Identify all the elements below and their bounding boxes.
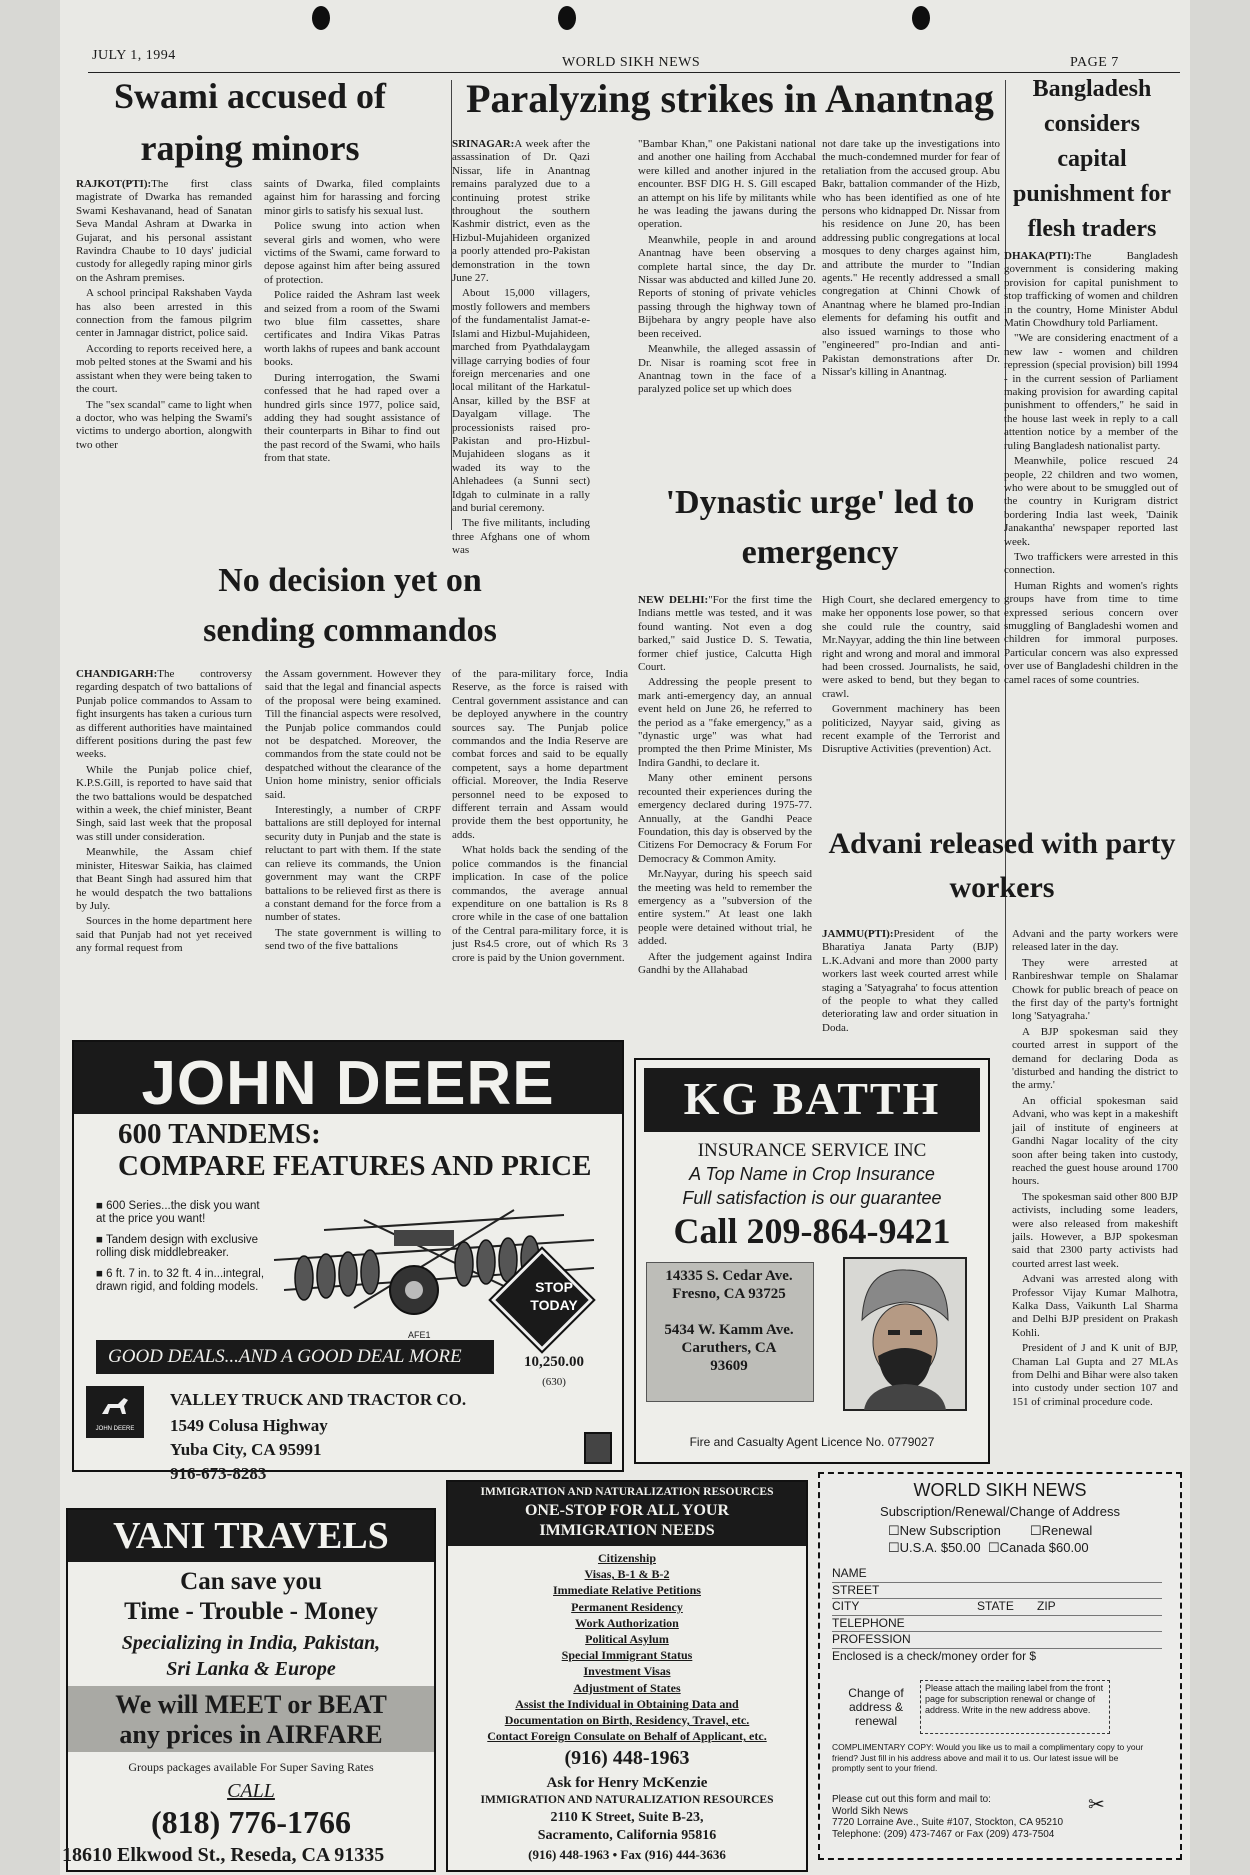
immigration-service-item: Contact Foreign Consulate on Behalf of Applicant, etc. (487, 1729, 767, 1744)
mail-to-address: 7720 Lorraine Ave., Suite #107, Stockton, CA 95210 (832, 1817, 1064, 1828)
paragraph: Meanwhile, the Assam chief minister, Hiteswar Saikia, has claimed that Beant Singh had assured him that he would despatch the two battalions by July. (76, 846, 252, 912)
vani-phone: (818) 776-1766 (151, 1804, 351, 1840)
state-label: STATE (977, 1599, 1014, 1613)
paragraph: of the para-military force, India Reserve, as the force is raised with Central government assistance and can be deployed anywhere in the country sources say. The Punjab police commandos and the India Reserve are combat forces and said to be equally competent, says a home department official. Moreover, the India Reserve personnel need to be exposed to different terrain and Assam would provide them the best opportunity, he adds. (452, 668, 628, 841)
usa-label: U.S.A. $50.00 (899, 1540, 981, 1555)
vani-line-6: any prices in AIRFARE (119, 1720, 383, 1749)
zip-label: ZIP (1037, 1599, 1056, 1613)
paragraph: Human Rights and women's rights groups have from time to time expressed serious concern over smuggling of Bangladeshi women and children for immoral purposes. Particular concern was also expressed over use of Bangladeshi children in the camel races of some countries. (1004, 579, 1178, 686)
immigration-title-2: IMMIGRATION NEEDS (539, 1522, 715, 1539)
batth-tagline-1: A Top Name in Crop Insurance (689, 1164, 935, 1184)
paragraph: NEW DELHI:"For the first time the Indians mettle was tested, and it was found wanting. Not even a dog barked," said Justice D. S. Tewatia, former chief justice, Calcutta High Court. (638, 594, 813, 674)
change-label-line: address & (848, 1700, 904, 1714)
paragraph: DHAKA(PTI):The Bangladesh government is considering making provision for capital punishment to stop trafficking of women and children in the country, Home Minister Abdul Matin Chowdhury told Parliament. (1004, 250, 1178, 330)
paragraph: SRINAGAR:A week after the assassination of Dr. Qazi Nissar, life in Anantnag remains paralyzed due to a continuing protest strike throughout the southern Kashmir district, even as the Hizbul-Mujahideen organized a poorly attended pro-Pakistan demonstration in the town June 27. (452, 138, 590, 285)
subscription-form[interactable] (818, 1472, 1182, 1860)
city-field[interactable] (832, 1599, 1162, 1616)
paragraph: saints of Dwarka, filed complaints against him for harassing and forcing minor girls to satisfy his sexual lust. (264, 178, 440, 217)
vani-name: VANI TRAVELS (113, 1515, 389, 1557)
paragraph: According to reports received here, a mob pelted stones at the Swami and his assistant when they were being taken to the court. (76, 342, 252, 396)
dynastic-column-2 (822, 594, 1000, 814)
dealer-address-1: 1549 Colusa Highway (170, 1416, 328, 1435)
vani-line-2: Time - Trouble - Money (124, 1598, 378, 1625)
batth-name: KG BATTH (683, 1073, 941, 1124)
paragraph: What holds back the sending of the police commandos is the financial implication. In case of the police commandos, the average annual expenditure on one battalion is Rs 8 crore while in the case of one battalion of the Central para-military force, it is just Rs4.5 crore, out of which Rs 3 crore is paid by the Union government. (452, 844, 628, 964)
vani-travels-ad (62, 1508, 436, 1872)
anantnag-column-2 (638, 138, 816, 464)
mail-to-phone: Telephone: (209) 473-7467 or Fax (209) 473-7504 (832, 1828, 1055, 1840)
paragraph: Meanwhile, people in and around Anantnag have been observing a complete hartal since, the day Dr. Nissar was abducted and killed June 20. Reports of stoning of private vehicles passing through the highway town of Bijbehara by angry people have also been received. (638, 233, 816, 340)
vani-call: CALL (227, 1780, 275, 1802)
deere-price: 10,250.00 (524, 1354, 584, 1370)
immigration-service-item: Citizenship (597, 1551, 656, 1565)
paragraph: not dare take up the investigations into the much-condemned murder for fear of retaliation from the accused group. Abu Bakr, battalion commander of the Hizb, who has been identified as one of hte persons who kidnapped Dr. Nissar from his residence on June 20, has been addressing public congregations at local mosques to deny charges against him, and attribute the murder to "Indian agents." He recently addressed a small congregation at Chinni Chowk of Anantnag where he blamed pro-Indian elements for defaming his outfit and also issued warnings to those who "engineered" pro-Indian and anti-Pakistan demonstrations after Dr. Nissar's killing in Anantnag. (822, 138, 1000, 378)
paragraph: Mr.Nayyar, during his speech said the meeting was held to remember the emergency as a "subversion of the entire system." At least one lakh people were detained without trial, he added. (638, 868, 812, 948)
vani-line-1: Can save you (180, 1568, 322, 1595)
canada-label: Canada $60.00 (999, 1540, 1089, 1555)
change-label-line: Change of (848, 1686, 904, 1700)
paragraph: Police raided the Ashram last week and seized from a room of the Swami two blue film cassettes, share certificates and Indira Vikas Patras worth lakhs of rupees and bank account books. (264, 289, 440, 369)
scissors-icon: ✂ (1088, 1794, 1105, 1816)
immigration-service-item: Permanent Residency (571, 1599, 683, 1614)
paragraph: "Bambar Khan," one Pakistani national and another one hailing from Acchabal were killed and another injured in the encounter. BSF DIG H. S. Gill escaped an attempt on his life by militants while he was leading the jawans during the operation. (638, 138, 816, 231)
punch-hole (558, 6, 576, 30)
immigration-service-item: Work Authorization (575, 1615, 679, 1630)
paragraph: Addressing the people present to mark anti-emergency day, an annual event held on June 26, he referred to the period as a "fake emergency," as a "dynastic urge" was what had prompted the then Prime Minister, Ms Indira Gandhi, to declare it. (638, 676, 812, 769)
immigration-service-item: Documentation on Birth, Residency, Travel, etc. (504, 1713, 750, 1728)
batth-address-2-zip: 93609 (710, 1358, 748, 1374)
advani-column-2 (1012, 928, 1178, 1463)
paragraph: Many other eminent persons recounted their experiences during the emergency declared during 1975-77. Annually, at the Gandhi Peace Foundation, this day is observed by the Citizens For Democracy & Forum For Democracy & Common Amity. (638, 772, 812, 865)
usa-option[interactable]: ☐U.S.A. $50.00 (888, 1540, 981, 1555)
form-fields (832, 1566, 1162, 1664)
dealer-phone: 916-673-8283 (170, 1464, 267, 1483)
punch-hole (312, 6, 330, 30)
new-subscription-option[interactable]: ☐New Subscription (888, 1523, 1001, 1538)
immigration-service-item: Political Asylum (585, 1632, 669, 1647)
deere-line-2: COMPARE FEATURES AND PRICE (118, 1150, 592, 1182)
telephone-label: TELEPHONE (832, 1615, 905, 1630)
immigration-title-1: ONE-STOP FOR ALL YOUR (524, 1502, 730, 1519)
renewal-option[interactable]: ☐Renewal (1030, 1523, 1093, 1538)
profession-field[interactable] (832, 1632, 1162, 1649)
batth-tagline-2: Full satisfaction is our guarantee (682, 1188, 942, 1208)
paragraph: The "sex scandal" came to light when a doctor, who was helping the Swami's victims to undergo abortion, alongwith two other (76, 398, 252, 451)
immigration-top: IMMIGRATION AND NATURALIZATION RESOURCES (480, 1486, 774, 1498)
paragraph: They were arrested at Ranbireshwar temple on Shalamar Chowk for public breach of peace on the first day of the party's fortnight long 'Satyagraha.' (1012, 956, 1178, 1023)
paragraph: High Court, she declared emergency to make her opponents lose power, so that she could rule the country, said Mr.Nayyar, adding the thin line between right and wrong and moral and immoral had been crossed. Journalists, he said, were asked to bend, but they began to crawl. (822, 594, 1000, 700)
street-label: STREET (832, 1582, 880, 1597)
batth-address-2-city: Caruthers, CA (681, 1340, 777, 1356)
commandos-column-2 (265, 668, 441, 1024)
batth-phone: Call 209-864-9421 (673, 1211, 951, 1251)
mailing-instructions (832, 1794, 1132, 1840)
complimentary-copy-note: COMPLIMENTARY COPY: Would you like us to mail a complimentary copy to your friend? Just fill in his address above and mail it to us. Our latest issue will be promptly sent to your friend. (832, 1742, 1144, 1773)
vani-line-5: We will MEET or BEAT (115, 1690, 387, 1719)
stop-today-badge: STOP TODAY (530, 1279, 578, 1313)
paragraph: CHANDIGARH:The controversy regarding despatch of two battalions of Punjab police commandos to Assam to fight insurgents has taken a curious turn as different authorities have maintained different positions during the past few weeks. (76, 668, 252, 761)
deere-bullet: 6 ft. 7 in. to 32 ft. 4 in...integral, drawn rigid, and folding models. (96, 1268, 265, 1293)
name-label: NAME (832, 1566, 867, 1580)
paragraph: Police swung into action when several girls and women, who were victims of the Swami, came forward to depose against him after being assured of protection. (264, 220, 440, 286)
paragraph: Meanwhile, the alleged assassin of Dr. Nisar is roaming scot free in Anantnag town in the face of a paralyzed police set up which does (638, 343, 816, 396)
dynastic-column-1 (638, 594, 812, 1042)
immigration-contact-person: Ask for Henry McKenzie (546, 1775, 708, 1791)
deer-logo-icon (98, 1390, 132, 1422)
immigration-service-item: Immediate Relative Petitions (553, 1583, 701, 1598)
deere-line-1: 600 TANDEMS: (118, 1118, 321, 1150)
change-of-address-label (840, 1686, 912, 1728)
commandos-column-1 (76, 668, 252, 1024)
new-subscription-label: New Subscription (899, 1523, 1001, 1538)
immigration-service-item: Investment Visas (583, 1664, 671, 1679)
dealer-name: VALLEY TRUCK AND TRACTOR CO. (170, 1390, 467, 1409)
telephone-field[interactable] (832, 1616, 1162, 1633)
dealer-address-2: Yuba City, CA 95991 (170, 1440, 322, 1459)
immigration-org: IMMIGRATION AND NATURALIZATION RESOURCES (480, 1794, 774, 1806)
john-deere-ad (72, 1040, 624, 1483)
deere-model-code: AFE1 (408, 1330, 431, 1340)
vani-line-7: Groups packages available For Super Saving Rates (128, 1760, 374, 1774)
form-subtitle: Subscription/Renewal/Change of Address (880, 1504, 1120, 1519)
paragraph: About 15,000 villagers, mostly followers and members of the fundamentalist Jamat-e-Islami and Hizbul-Mujahideen, marched from Pyathdalaygam village carrying bodies of four foreign mercenaries and one local militant of the Harkatul-Ansar, killed by the BSF at Dayalgam village. The processionists raised pro-Pakistan and pro-Hizbul-Mujahideen slogans as it waded its way to the Ahlehadees (a Sunni sect) Idgah to culminate in a rally and burial ceremony. (452, 287, 590, 514)
paragraph: Government machinery has been politicized, Nayyar said, giving as recent example of the Terrorist and Disruptive Activities (prevention) Act. (822, 703, 1000, 756)
paragraph: Meanwhile, police rescued 24 people, 22 children and two women, who were about to be smuggled out of the country in Kurigram district bordering India last week, 'Dainik Janakantha' newspaper reported last week. (1004, 455, 1178, 548)
anantnag-headline: Paralyzing strikes in Anantnag (466, 76, 994, 121)
paragraph: While the Punjab police chief, K.P.S.Gill, is reported to have said that the two battalions would be despatched within a week, the chief minister, Beant Singh, said last week that the proposal was still under consideration. (76, 763, 252, 843)
issue-date: JULY 1, 1994 (92, 48, 176, 63)
paragraph: Advani and the party workers were released later in the day. (1012, 928, 1178, 954)
paragraph: the Assam government. However they said that the legal and financial aspects of the proposal were being examined. Till the financial aspects were resolved, the Punjab police commandos could not be despatched. Moreover, the commandos from the state could not be despatched without the clearance of the Union home ministry, senior officials said. (265, 668, 441, 801)
batth-licence: Fire and Casualty Agent Licence No. 0779027 (689, 1435, 935, 1449)
immigration-service-item: Adjustment of States (573, 1680, 681, 1695)
change-label-line: renewal (854, 1714, 898, 1728)
enclosed-label: Enclosed is a check/money order for $ (832, 1648, 1037, 1663)
paragraph: The state government is willing to send two of the five battalions (265, 926, 441, 953)
deere-logo-text: JOHN DEERE (95, 1426, 135, 1432)
punch-hole (912, 6, 930, 30)
commandos-column-3 (452, 668, 628, 1024)
amount-field[interactable] (832, 1649, 1162, 1665)
vani-address: 18610 Elkwood St., Reseda, CA 91335 (62, 1844, 385, 1866)
page-number: PAGE 7 (1070, 55, 1119, 70)
city-label: CITY (832, 1599, 860, 1613)
paragraph: Interestingly, a number of CRPF battalions are still deployed for internal security duty in Punjab and the state is reluctant to part with them. If the state can relieve its commands, the Union government may want the CRPF battalions to be relieved first as there is a constant demand for the force from a number of states. (265, 804, 441, 924)
advani-headline: Advani released with party workers (828, 827, 1176, 904)
paragraph: During interrogation, the Swami confessed that he had raped over a hundred girls since 1977, police said, adding they had sought assistance of their counterparts in Bihar to find out the past record of the Swami, who hails from that state. (264, 371, 440, 465)
immigration-service-item: Assist the Individual in Obtaining Data and (515, 1696, 739, 1711)
immigration-service-item: Special Immigrant Status (561, 1648, 693, 1663)
commandos-headline: No decision yet on sending commandos (203, 562, 497, 649)
anantnag-column-1 (452, 138, 590, 557)
paragraph: The five militants, including three Afghans one of whom was (452, 517, 590, 557)
paragraph: Sources in the home department here said that Punjab had not yet received any formal request from (76, 915, 252, 955)
bangladesh-body (1004, 250, 1178, 802)
swami-headline: Swami accused of raping minors (114, 76, 386, 168)
deere-bullets: ■ 600 Series...the disk you want at the price you want! ■ Tandem design with exclusive rolling disk middlebreaker. ■ 6 ft. 7 in. to 32 ft. 4 in...integral, drawn rigid, and folding models. (96, 1200, 265, 1293)
paper-name: WORLD SIKH NEWS (562, 55, 701, 70)
mail-to-name: World Sikh News (832, 1805, 908, 1817)
immigration-services (448, 1550, 806, 1744)
swami-column-2 (264, 178, 440, 530)
paragraph: JAMMU(PTI):President of the Bharatiya Janata Party (BJP) L.K.Advani and more than 2000 party workers last week courted arrest while staging a 'Satyagraha' to focus attention of the people to what they called deteriorating law and order situation in Doda. (822, 928, 998, 1034)
swami-column-1 (76, 178, 252, 530)
deere-bullet: 600 Series...the disk you want at the price you want! (96, 1200, 260, 1225)
dynastic-headline: 'Dynastic urge' led to emergency (665, 484, 975, 571)
batth-address-1-city: Fresno, CA 93725 (672, 1286, 786, 1302)
paragraph: RAJKOT(PTI):The first class magistrate of Dwarka has remanded Swami Keshavanand, head of Sanatan Seva Mandal Ashram at Dwarka in Gujarat, and his personal assistant Ravindra Chaube to 10 days' judicial custody for allegedly raping minor girls on the Ashram premises. (76, 178, 252, 284)
deere-bullet: Tandem design with exclusive rolling disk middlebreaker. (96, 1234, 259, 1259)
immigration-address-2: Sacramento, California 95816 (537, 1828, 717, 1843)
street-field[interactable] (832, 1583, 1162, 1600)
paragraph: Two traffickers were arrested in this connection. (1004, 550, 1178, 577)
paragraph: An official spokesman said Advani, who was kept in a makeshift jail of institute of engineers at Gandhi Nagar locality of the city soon after being taken into custody, reached the guest house around 1700 hours. (1012, 1094, 1178, 1188)
paragraph: A BJP spokesman said they courted arrest in support of the demand for declaring Doda as 'disturbed and handing the district to the army.' (1012, 1025, 1178, 1092)
bangladesh-headline: Bangladesh considers capital punishment for flesh traders (1012, 76, 1172, 242)
immigration-phone: (916) 448-1963 (564, 1747, 690, 1769)
paragraph: President of J and K unit of BJP, Chaman Lal Gupta and 27 MLAs from Delhi and Bihar were also taken into custody under section 107 and 151 of criminal procedure code. (1012, 1342, 1178, 1408)
deere-brand: JOHN DEERE (141, 1049, 555, 1118)
paragraph: "We are considering enactment of a new law - women and children repression (special provision) bill 1994 - in the current session of Parliament making provision for awarding capital punishment to offenders," he said in the house last week in reply to a call attention notice by a member of the ruling Bangladesh nationalist party. (1004, 332, 1178, 452)
vani-line-4: Sri Lanka & Europe (166, 1658, 336, 1680)
form-title: WORLD SIKH NEWS (913, 1480, 1087, 1500)
profession-label: PROFESSION (832, 1632, 911, 1646)
name-field[interactable] (832, 1566, 1162, 1583)
paragraph: A school principal Rakshaben Vayda has also been arrested in this connection from the famous pilgrim center in Jamnagar district, police said. (76, 287, 252, 340)
deere-price-code: (630) (542, 1376, 566, 1388)
mailing-label-area[interactable]: Please attach the mailing label from the front page for subscription renewal or change of address. Write in the new address above. (920, 1680, 1110, 1734)
immigration-ad (446, 1480, 808, 1872)
deere-banner: GOOD DEALS...AND A GOOD DEAL MORE (108, 1346, 462, 1367)
immigration-address-1: 2110 K Street, Suite B-23, (550, 1810, 704, 1825)
mail-to-label: Please cut out this form and mail to: (832, 1794, 991, 1805)
advani-column-1 (822, 928, 998, 1048)
batth-address-1: 14335 S. Cedar Ave. (665, 1268, 793, 1284)
immigration-phone-fax: (916) 448-1963 • Fax (916) 444-3636 (528, 1847, 726, 1862)
renewal-label: Renewal (1041, 1523, 1093, 1538)
paragraph: After the judgement against Indira Gandhi by the Allahabad (638, 950, 812, 976)
paragraph: Advani was arrested along with Professor Vijay Kumar Malhotra, Kalka Dass, Vaikunth Lal Sharma and Delhi BJP president on Prakash Kohli. (1012, 1273, 1178, 1339)
batth-subtitle: INSURANCE SERVICE INC (697, 1140, 927, 1161)
agent-portrait (844, 1258, 966, 1410)
immigration-service-item: Visas, B-1 & B-2 (584, 1567, 670, 1582)
kg-batth-ad (634, 1058, 990, 1464)
vani-line-3: Specializing in India, Pakistan, (121, 1632, 381, 1654)
anantnag-column-3 (822, 138, 1000, 464)
canada-option[interactable]: ☐Canada $60.00 (988, 1540, 1089, 1555)
paragraph: The spokesman said other 800 BJP activists, including some leaders, were also released from makeshift jails. However, a BJP spokesman said that 2300 party activists had courted arrest last week. (1012, 1190, 1178, 1270)
batth-address-2: 5434 W. Kamm Ave. (664, 1322, 794, 1338)
